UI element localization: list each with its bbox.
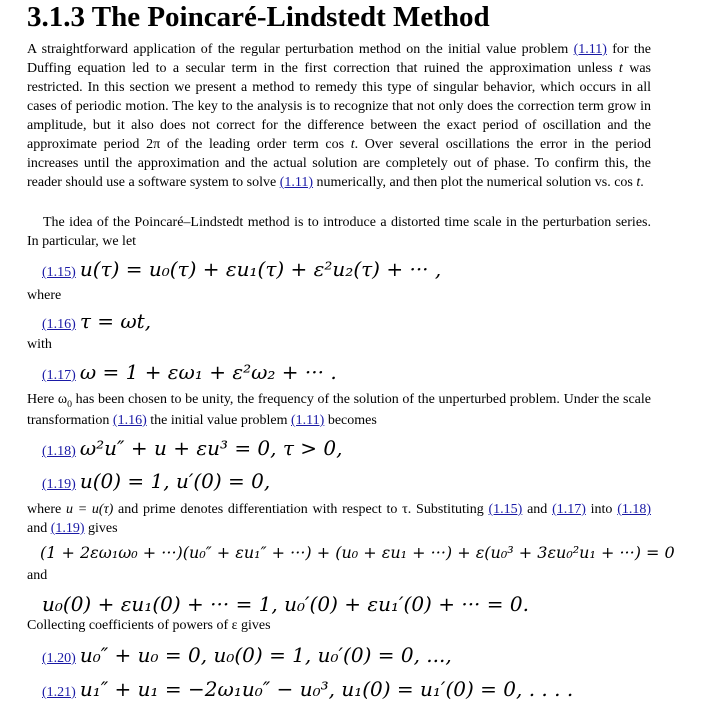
equation-expr: u₀″ + u₀ = 0, u₀(0) = 1, u₀′(0) = 0, ..., (79, 643, 452, 667)
text: and (522, 502, 553, 517)
text: becomes (324, 413, 377, 428)
text: . (640, 175, 644, 190)
word-where: where (27, 288, 62, 303)
text: has been chosen to be unity, the frequency of the solution of the unperturbed problem. Under the scale transformation (27, 392, 651, 428)
ref-link-1-11[interactable]: (1.11) (573, 42, 607, 57)
equation-expr: ω²u″ + u + εu³ = 0, τ > 0, (79, 436, 343, 460)
equation-1-19 (42, 469, 270, 493)
equation-expr: τ = ωt, (79, 309, 152, 333)
equation-1-18 (42, 436, 343, 460)
equation-number[interactable]: (1.18) (42, 444, 76, 459)
word-with: with (27, 337, 52, 352)
var-t: t (618, 61, 623, 76)
equation-expr: u₀(0) + εu₁(0) + ··· = 1, u₀′(0) + εu₁′(0) + ··· = 0. (42, 592, 529, 616)
text: where (27, 502, 66, 517)
equation-number[interactable]: (1.15) (42, 265, 76, 280)
equation-initial-conditions (42, 592, 529, 616)
subscript: 0 (67, 398, 72, 410)
inline-math: u = u(τ) (65, 502, 114, 517)
ref-link-1-11[interactable]: (1.11) (291, 413, 325, 428)
text: was restricted. In this section we present a method to remedy this type of singular behavior, which occurs in all cases of periodic motion. The key to the analysis is to recognize that not only does the correction term grow in amplitude, but it also does not correct for the difference between the exact period of oscillation and the approximate period 2π of the leading order term cos (27, 61, 651, 152)
text: and (27, 521, 51, 536)
equation-1-20 (42, 643, 452, 667)
equation-number[interactable]: (1.21) (42, 685, 76, 700)
ref-link-1-19[interactable]: (1.19) (50, 521, 85, 536)
text: and prime denotes differentiation with respect to τ. Substituting (113, 502, 489, 517)
equation-expr: u(τ) = u₀(τ) + εu₁(τ) + ε²u₂(τ) + ··· , (79, 257, 442, 281)
word-and: and (27, 568, 48, 583)
text: numerically, and then plot the numerical solution vs. cos (313, 175, 637, 190)
ref-link-1-17[interactable]: (1.17) (552, 502, 586, 517)
section-title: 3.1.3 The Poincaré-Lindstedt Method (27, 1, 490, 33)
paragraph-substituting (27, 500, 651, 538)
text: into (585, 502, 618, 517)
equation-1-17 (42, 360, 337, 384)
text: for the Duffing equation led to a secular term in the first correction that ruined the approximation unless (27, 42, 651, 76)
equation-expr: u(0) = 1, u′(0) = 0, (79, 469, 271, 493)
ref-link-1-16[interactable]: (1.16) (112, 413, 147, 428)
paragraph-intro (27, 40, 651, 192)
equation-number[interactable]: (1.19) (42, 477, 76, 492)
ref-link-1-15[interactable]: (1.15) (488, 502, 523, 517)
equation-1-21 (42, 677, 573, 701)
text-collecting: Collecting coefficients of powers of ε gives (27, 618, 271, 633)
ref-link-1-18[interactable]: (1.18) (617, 502, 652, 517)
text: . Over several oscillations the error in the period increases until the approximation and the actual solution are completely out of phase. To confirm this, the reader should use a software system to solve (27, 137, 651, 190)
text: Here ω (27, 392, 68, 407)
equation-substitution (40, 543, 675, 562)
equation-expr: u₁″ + u₁ = −2ω₁u₀″ − u₀³, u₁(0) = u₁′(0) = 0, . . . . (79, 677, 574, 701)
text: gives (84, 521, 118, 536)
equation-number[interactable]: (1.16) (42, 317, 76, 332)
equation-1-15 (42, 257, 441, 281)
text: A straightforward application of the regular perturbation method on the initial value problem (27, 42, 574, 57)
paragraph-scale (27, 389, 651, 431)
equation-number[interactable]: (1.20) (42, 651, 76, 666)
var-t: t (350, 137, 355, 152)
paragraph-idea: The idea of the Poincaré–Lindstedt method is to introduce a distorted time scale in the perturbation series. In particular, we let (27, 215, 651, 249)
var-t: t (636, 175, 641, 190)
ref-link-1-11[interactable]: (1.11) (279, 175, 314, 190)
equation-number[interactable]: (1.17) (42, 368, 76, 383)
equation-1-16 (42, 309, 151, 333)
equation-expr: (1 + 2εω₁ω₀ + ···)(u₀″ + εu₁″ + ···) + (u₀ + εu₁ + ···) + ε(u₀³ + 3εu₀²u₁ + ···) = 0 (40, 543, 675, 562)
text: the initial value problem (146, 413, 291, 428)
equation-expr: ω = 1 + εω₁ + ε²ω₂ + ··· . (79, 360, 337, 384)
